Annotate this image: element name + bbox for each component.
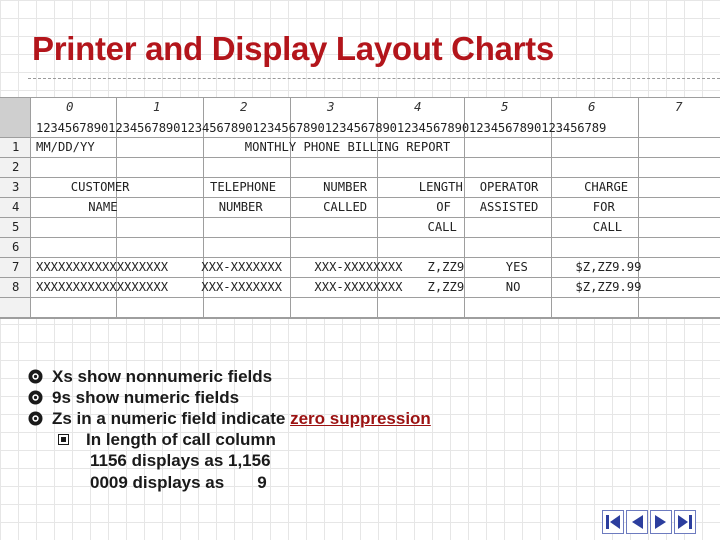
row-number: 3 (12, 180, 20, 194)
bullet-item (28, 387, 431, 408)
layout-field: NUMBER (218, 200, 263, 214)
example-line: 0009 displays as 9 (90, 473, 267, 492)
row-number: 4 (12, 200, 20, 214)
ruler-tens-label: 6 (588, 99, 596, 114)
layout-field: XXX-XXXXXXX (201, 260, 283, 274)
layout-field: Z,ZZ9 (427, 260, 465, 274)
example-line: 1156 displays as 1,156 (90, 451, 271, 470)
row-number: 1 (12, 140, 20, 154)
bullet-item (28, 366, 431, 387)
layout-field: NO (505, 280, 521, 294)
layout-field: MONTHLY PHONE BILLING REPORT (244, 140, 451, 154)
layout-field: $Z,ZZ9.99 (575, 260, 642, 274)
bullet-item (28, 408, 431, 429)
layout-field: MM/DD/YY (36, 140, 95, 154)
layout-field: CALL (592, 220, 623, 234)
last-slide-icon (674, 510, 696, 534)
ruler-tens-label: 5 (501, 99, 509, 114)
layout-field: CUSTOMER (70, 180, 130, 194)
layout-field: XXXXXXXXXXXXXXXXXX (36, 280, 169, 294)
row-number: 7 (12, 260, 20, 274)
row-number: 6 (12, 240, 20, 254)
layout-field: OPERATOR (479, 180, 539, 194)
next-slide-icon (650, 510, 672, 534)
layout-field: Z,ZZ9 (427, 280, 465, 294)
sub-bullet-item (58, 429, 461, 450)
square-bullet-icon (58, 434, 69, 445)
gear-bullet-icon (28, 390, 43, 405)
layout-field: XXXXXXXXXXXXXXXXXX (36, 260, 169, 274)
zero-suppression-link[interactable]: zero suppression (290, 408, 431, 428)
ruler-tens-label: 4 (414, 99, 422, 114)
ruler-digits: 1234567890123456789012345678901234567890123456789012345678901234567890123456789 (36, 121, 607, 135)
ruler-tens-label: 1 (153, 99, 161, 114)
title-divider (28, 78, 720, 79)
bullet-text: Xs show nonnumeric fields (52, 366, 273, 386)
layout-field: XXX-XXXXXXX (201, 280, 283, 294)
layout-chart (0, 97, 720, 319)
layout-field: NUMBER (323, 180, 368, 194)
ruler-tens-label: 2 (240, 99, 248, 114)
previous-slide-button[interactable] (626, 510, 648, 534)
row-number: 2 (12, 160, 20, 174)
last-slide-button[interactable] (674, 510, 696, 534)
layout-field: $Z,ZZ9.99 (575, 280, 642, 294)
first-slide-button[interactable] (602, 510, 624, 534)
layout-field: LENGTH (418, 180, 463, 194)
layout-field: TELEPHONE (210, 180, 277, 194)
layout-field: CHARGE (584, 180, 629, 194)
slide-title: Printer and Display Layout Charts (32, 30, 554, 67)
layout-field: NAME (88, 200, 118, 214)
layout-field: XXX-XXXXXXXX (314, 280, 403, 294)
bullet-text: Zs in a numeric field indicate (52, 408, 291, 428)
layout-field: FOR (592, 200, 615, 214)
first-slide-icon (602, 510, 624, 534)
row-number: 5 (12, 220, 20, 234)
layout-field: CALLED (323, 200, 368, 214)
bullet-list (28, 366, 431, 494)
layout-field: ASSISTED (479, 200, 539, 214)
row-number: 8 (12, 280, 20, 294)
layout-field: YES (505, 260, 528, 274)
layout-field: XXX-XXXXXXXX (314, 260, 403, 274)
next-slide-button[interactable] (650, 510, 672, 534)
header-corner (0, 97, 30, 137)
ruler-tens-label: 7 (675, 99, 683, 114)
gear-bullet-icon (28, 369, 43, 384)
sub-bullet-text: In length of call column (86, 429, 276, 449)
ruler-tens-label: 3 (327, 99, 335, 114)
bullet-text: 9s show numeric fields (52, 387, 240, 407)
ruler-tens-label: 0 (66, 99, 74, 114)
layout-field: CALL (427, 220, 457, 234)
layout-field: OF (436, 200, 451, 214)
gear-bullet-icon (28, 411, 43, 426)
previous-slide-icon (626, 510, 648, 534)
